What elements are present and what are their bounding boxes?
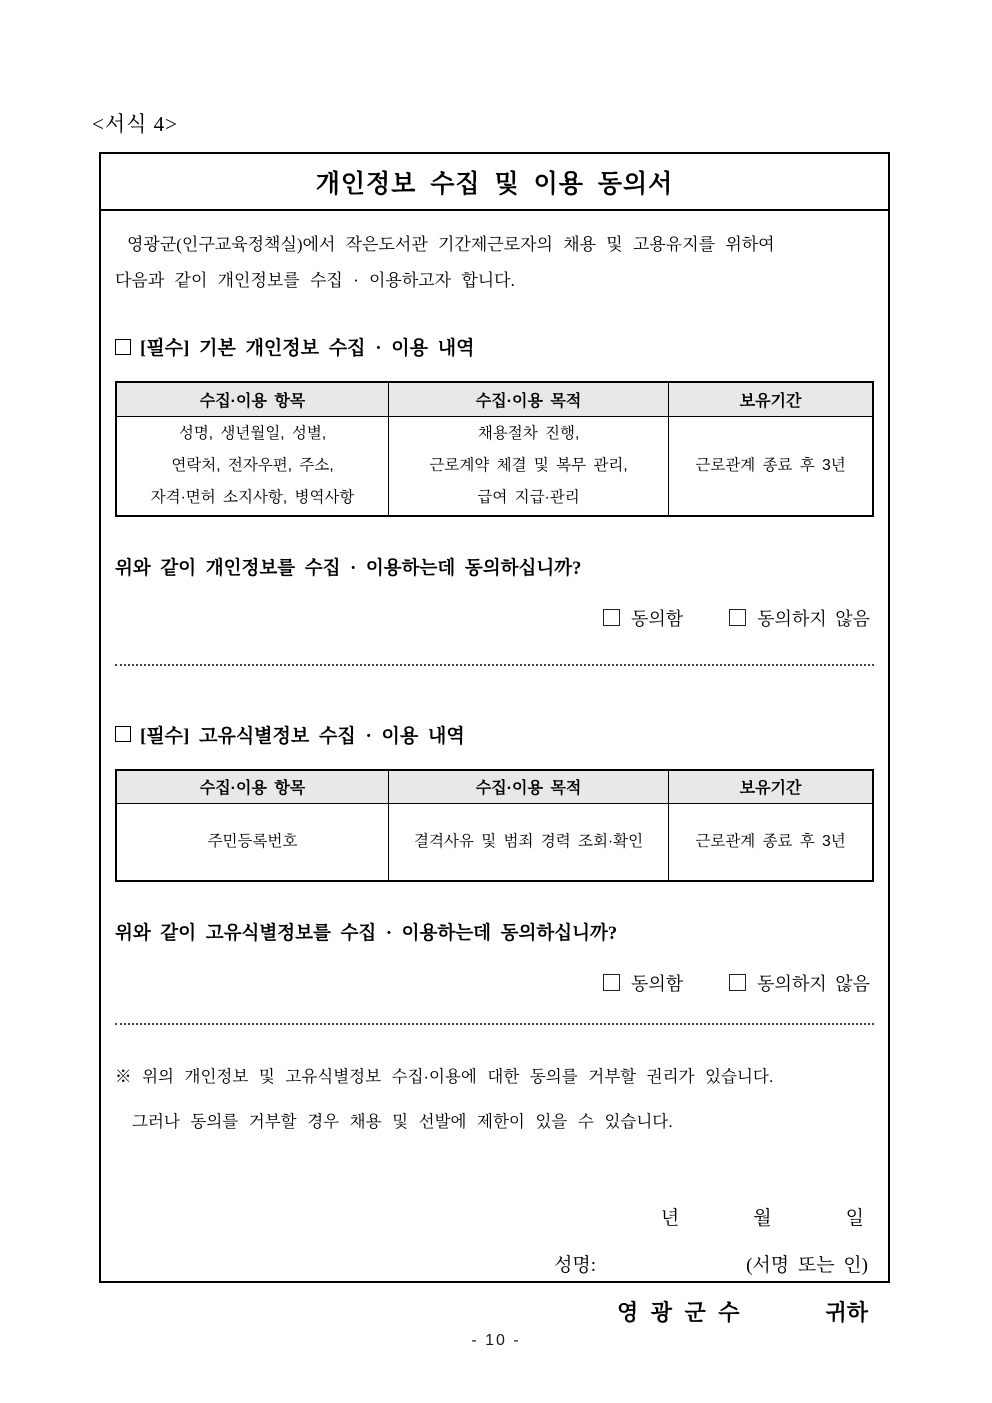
section2-heading-text: [필수] 고유식별정보 수집 · 이용 내역 [140,725,465,747]
agree-label: 동의함 [631,973,684,994]
page-number: - 10 - [471,1332,521,1349]
disagree-checkbox-icon[interactable] [729,974,746,991]
items-line: 성명, 생년월일, 성별, [178,424,327,442]
table-header-row [116,770,873,804]
agree-checkbox-icon[interactable] [603,609,620,626]
column-header-items: 수집·이용 항목 [116,770,389,804]
recipient-line [115,1296,874,1327]
table-row [116,804,873,881]
date-line [115,1203,874,1230]
section1-consent-options [115,605,874,631]
table-row [116,416,873,516]
basic-info-table [115,381,874,517]
disagree-checkbox-icon[interactable] [729,609,746,626]
agree-label: 동의함 [631,608,684,629]
section-checkbox-icon [115,339,131,355]
month-label: 월 [753,1207,772,1229]
intro-line: 다음과 같이 개인정보를 수집 · 이용하고자 합니다. [115,271,515,290]
section1-consent-question: 위와 같이 개인정보를 수집 · 이용하는데 동의하십니까? [115,558,582,579]
table-header-row [116,382,873,416]
unique-id-info-table [115,769,874,882]
disagree-label: 동의하지 않음 [757,608,870,629]
section1-heading [115,333,874,360]
purpose-line: 급여 지급·관리 [477,488,580,506]
purpose-cell: 결격사유 및 범죄 경력 조회·확인 [389,804,669,881]
section1-agree-option[interactable] [603,605,683,631]
retention-cell: 근로관계 종료 후 3년 [669,416,873,516]
column-header-purpose: 수집·이용 목적 [389,770,669,804]
agree-checkbox-icon[interactable] [603,974,620,991]
section2-consent-options [115,970,874,996]
day-label: 일 [845,1207,864,1229]
column-header-purpose: 수집·이용 목적 [389,382,669,416]
disagree-label: 동의하지 않음 [757,973,870,994]
signature-line [115,1250,874,1277]
section2-agree-option[interactable] [603,970,683,996]
year-label: 년 [660,1207,680,1229]
items-line: 연락처, 전자우편, 주소, [171,456,334,474]
section-divider [115,664,874,666]
form-number-label: <서식 4> [92,112,179,136]
purpose-cell [389,416,669,516]
recipient-name: 영 광 군 수 [616,1299,740,1325]
items-line: 자격·면허 소지사항, 병역사항 [150,488,355,506]
section2-disagree-option[interactable] [729,970,870,996]
section1-disagree-option[interactable] [729,605,870,631]
retention-cell: 근로관계 종료 후 3년 [669,804,873,881]
column-header-retention: 보유기간 [669,770,873,804]
intro-paragraph [115,227,874,299]
purpose-line: 채용절차 진행, [477,424,580,442]
section-checkbox-icon [115,726,131,742]
items-cell: 주민등록번호 [116,804,389,881]
section2-heading [115,721,874,748]
purpose-line: 근로계약 체결 및 복무 관리, [429,456,628,474]
recipient-honorific: 귀하 [825,1299,868,1325]
name-label: 성명: [554,1254,597,1276]
notice-line: 그러나 동의를 거부할 경우 채용 및 선발에 제한이 있을 수 있습니다. [132,1112,673,1131]
refusal-notice [115,1055,874,1145]
consent-form [99,152,890,1325]
intro-line: 영광군(인구교육정책실)에서 작은도서관 기간제근로자의 채용 및 고용유지를 위하여 [127,235,775,254]
section2-consent-question: 위와 같이 고유식별정보를 수집 · 이용하는데 동의하십니까? [115,923,618,944]
items-cell [116,416,389,516]
section1-heading-text: [필수] 기본 개인정보 수집 · 이용 내역 [140,338,475,359]
column-header-items: 수집·이용 항목 [116,382,389,416]
section-divider [115,1023,874,1025]
document-title: 개인정보 수집 및 이용 동의서 [101,154,888,211]
notice-line: ※ 위의 개인정보 및 고유식별정보 수집·이용에 대한 동의를 거부할 권리가 있습니다. [115,1067,774,1086]
column-header-retention: 보유기간 [669,382,873,416]
signature-note: (서명 또는 인) [746,1254,868,1276]
